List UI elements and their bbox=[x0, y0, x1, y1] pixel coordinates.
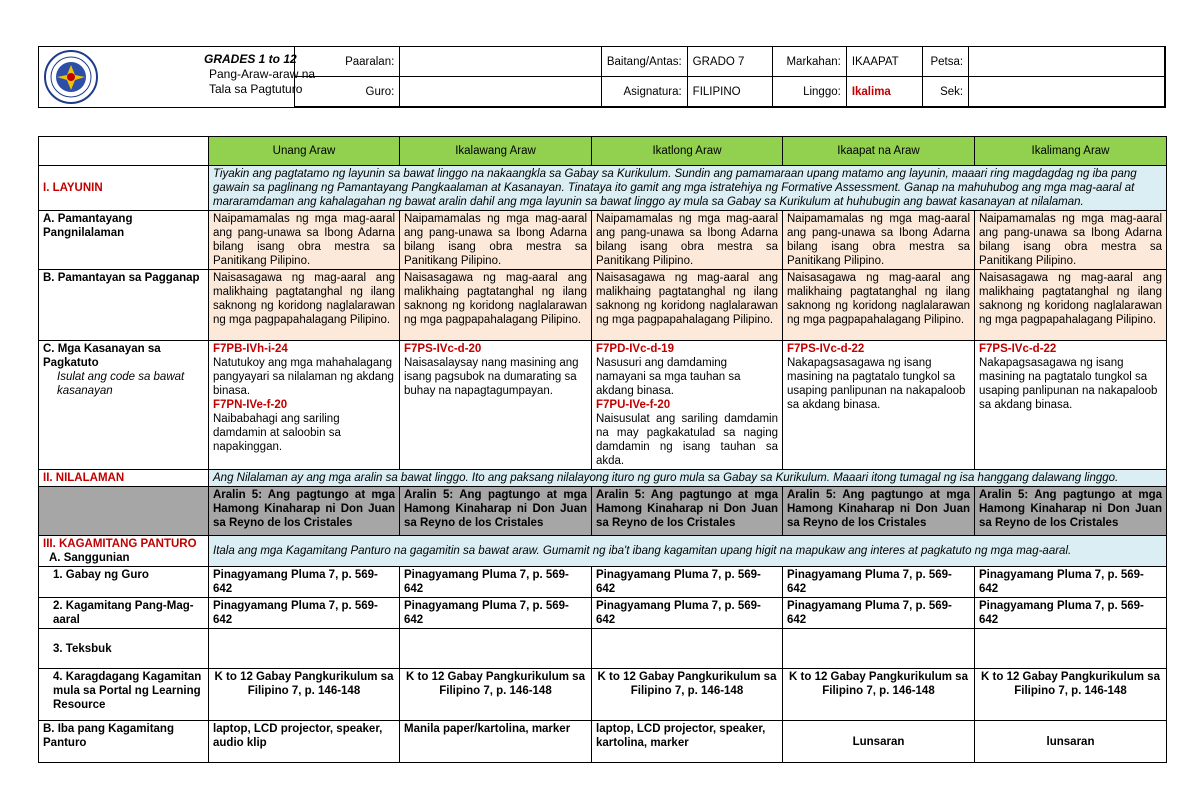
asignatura-value: FILIPINO bbox=[687, 77, 773, 107]
grades-label: GRADES 1 to 12 bbox=[204, 52, 297, 66]
markahan-label: Markahan: bbox=[773, 47, 846, 77]
kasanayan-row bbox=[39, 341, 1167, 470]
kasanayan-cell bbox=[209, 341, 400, 470]
layunin-instructions: Tiyakin ang pagtatamo ng layunin sa bawat linggo na nakaangkla sa Gabay sa Kurikulum. Sundin ang pamamaraan upang matamo ang layunin, maaari ring magdagdag ng iba pang gawain sa paglinang ng Pamantayang Pangkaalaman at Kasanayan. Tinataya ito gamit ang mga istratehiya ng Formative Assessment. Ganap na mahuhubog ang mga mag-aaral at mararamdaman ang kahalagahan ng bawat aralin dahil ang mga layunin sa bawat linggo ay mula sa Gabay sa Kurikulum at huhubugin ang bawat kasanayan at nilalaman. bbox=[209, 166, 1167, 211]
gabay-cell: Pinagyamang Pluma 7, p. 569-642 bbox=[592, 567, 783, 598]
pangnilalaman-row bbox=[39, 211, 1167, 270]
kasanayan-cell bbox=[592, 341, 783, 470]
header-box bbox=[38, 46, 1166, 108]
gabay-cell: Pinagyamang Pluma 7, p. 569-642 bbox=[209, 567, 400, 598]
kagamitang-mag-aaral-cell: Pinagyamang Pluma 7, p. 569-642 bbox=[592, 598, 783, 629]
competency-code: F7PD-IVc-d-19 bbox=[596, 343, 674, 355]
pangnilalaman-cell: Naipamamalas ng mga mag-aaral ang pang-unawa sa Ibong Adarna bilang isang obra mestra sa Panitikang Pilipino. bbox=[592, 211, 783, 270]
teksbuk-label: 3. Teksbuk bbox=[39, 629, 209, 669]
linggo-label: Linggo: bbox=[773, 77, 846, 107]
aralin-cell: Aralin 5: Ang pagtungo at mga Hamong Kinaharap ni Don Juan sa Reyno de los Cristales bbox=[783, 487, 975, 536]
karagdagan-row bbox=[39, 669, 1167, 721]
guro-field[interactable] bbox=[400, 77, 601, 107]
pangnilalaman-cell: Naipamamalas ng mga mag-aaral ang pang-unawa sa Ibong Adarna bilang isang obra mestra sa Panitikang Pilipino. bbox=[209, 211, 400, 270]
layunin-row bbox=[39, 166, 1167, 211]
competency-code: F7PS-IVc-d-22 bbox=[979, 343, 1057, 355]
nilalaman-instructions: Ang Nilalaman ay ang mga aralin sa bawat linggo. Ito ang paksang nilalayong ituro ng guro mula sa Gabay sa Kurikulum. Maaari itong tumagal ng isa hanggang dalawang linggo. bbox=[209, 470, 1167, 487]
kagamitan-row bbox=[39, 536, 1167, 567]
aralin-cell: Aralin 5: Ang pagtungo at mga Hamong Kinaharap ni Don Juan sa Reyno de los Cristales bbox=[592, 487, 783, 536]
layunin-label: I. LAYUNIN bbox=[39, 166, 209, 211]
karagdagan-cell: K to 12 Gabay Pangkurikulum sa Filipino 7, p. 146-148 bbox=[209, 669, 400, 721]
pagganap-cell: Naisasagawa ng mag-aaral ang malikhaing pagtatanghal ng ilang saknong ng koridong naglalarawan ng mga pagpapahalagang Pilipino. bbox=[209, 270, 400, 341]
teksbuk-cell bbox=[209, 629, 400, 669]
kasanayan-cell bbox=[783, 341, 975, 470]
karagdagan-cell: K to 12 Gabay Pangkurikulum sa Filipino 7, p. 146-148 bbox=[783, 669, 975, 721]
kagamitang-mag-aaral-label: 2. Kagamitang Pang-Mag-aaral bbox=[39, 598, 209, 629]
pangnilalaman-cell: Naipamamalas ng mga mag-aaral ang pang-unawa sa Ibong Adarna bilang isang obra mestra sa Panitikang Pilipino. bbox=[975, 211, 1167, 270]
pagganap-label: B. Pamantayan sa Pagganap bbox=[39, 270, 209, 341]
asignatura-label: Asignatura: bbox=[601, 77, 687, 107]
competency-text: Nakapagsasagawa ng isang masining na pagtatalo tungkol sa usaping panlipunan na nakapaloob sa akdang binasa. bbox=[979, 357, 1158, 411]
gabay-row bbox=[39, 567, 1167, 598]
competency-code: F7PS-IVc-d-22 bbox=[787, 343, 865, 355]
competency-code: F7PS-IVc-d-20 bbox=[404, 343, 482, 355]
iba-pang-kagamitan-row bbox=[39, 721, 1167, 763]
competency-text: Nasusuri ang damdaming namayani sa mga tauhan sa akdang binasa. bbox=[596, 357, 741, 397]
pangnilalaman-label: A. Pamantayang Pangnilalaman bbox=[39, 211, 209, 270]
nilalaman-label: II. NILALAMAN bbox=[39, 470, 209, 487]
aralin-cell: Aralin 5: Ang pagtungo at mga Hamong Kinaharap ni Don Juan sa Reyno de los Cristales bbox=[209, 487, 400, 536]
pagganap-cell: Naisasagawa ng mag-aaral ang malikhaing pagtatanghal ng ilang saknong ng koridong naglalarawan ng mga pagpapahalagang Pilipino. bbox=[975, 270, 1167, 341]
sek-field[interactable] bbox=[969, 77, 1165, 107]
karagdagan-cell: K to 12 Gabay Pangkurikulum sa Filipino 7, p. 146-148 bbox=[592, 669, 783, 721]
guro-label: Guro: bbox=[295, 77, 400, 107]
gabay-label: 1. Gabay ng Guro bbox=[39, 567, 209, 598]
pangnilalaman-cell: Naipamamalas ng mga mag-aaral ang pang-unawa sa Ibong Adarna bilang isang obra mestra sa Panitikang Pilipino. bbox=[400, 211, 592, 270]
competency-code: F7PU-IVe-f-20 bbox=[596, 399, 671, 411]
competency-text: Naisasalaysay nang masining ang isang pagsubok na dumarating sa buhay na napagtagumpayan. bbox=[404, 357, 579, 397]
kagamitang-mag-aaral-cell: Pinagyamang Pluma 7, p. 569-642 bbox=[783, 598, 975, 629]
baitang-label: Baitang/Antas: bbox=[601, 47, 687, 77]
linggo-value: Ikalima bbox=[846, 77, 922, 107]
karagdagan-cell: K to 12 Gabay Pangkurikulum sa Filipino 7, p. 146-148 bbox=[975, 669, 1167, 721]
day-header: Ikalimang Araw bbox=[975, 137, 1167, 166]
nilalaman-row bbox=[39, 470, 1167, 487]
corner-cell bbox=[39, 137, 209, 166]
kagamitang-mag-aaral-cell: Pinagyamang Pluma 7, p. 569-642 bbox=[209, 598, 400, 629]
paaralan-field[interactable] bbox=[400, 47, 601, 77]
days-header-row bbox=[39, 137, 1167, 166]
teksbuk-cell bbox=[592, 629, 783, 669]
gabay-cell: Pinagyamang Pluma 7, p. 569-642 bbox=[783, 567, 975, 598]
title-line-2: Tala sa Pagtuturo bbox=[209, 82, 303, 96]
competency-text: Naibabahagi ang sariling damdamin at saloobin sa napakinggan. bbox=[213, 413, 341, 453]
competency-text: Nakapagsasagawa ng isang masining na pagtatalo tungkol sa usaping panlipunan na nakapaloob sa akdang binasa. bbox=[787, 357, 966, 411]
pagganap-cell: Naisasagawa ng mag-aaral ang malikhaing pagtatanghal ng ilang saknong ng koridong naglalarawan ng mga pagpapahalagang Pilipino. bbox=[783, 270, 975, 341]
karagdagan-label: 4. Karagdagang Kagamitan mula sa Portal ng Learning Resource bbox=[39, 669, 209, 721]
competency-text: Natutukoy ang mga mahahalagang pangyayari sa nilalaman ng akdang binasa. bbox=[213, 357, 394, 397]
gabay-cell: Pinagyamang Pluma 7, p. 569-642 bbox=[975, 567, 1167, 598]
aralin-cell: Aralin 5: Ang pagtungo at mga Hamong Kinaharap ni Don Juan sa Reyno de los Cristales bbox=[975, 487, 1167, 536]
iba-pang-kagamitan-cell: lunsaran bbox=[975, 721, 1167, 763]
petsa-label: Petsa: bbox=[923, 47, 969, 77]
karagdagan-cell: K to 12 Gabay Pangkurikulum sa Filipino 7, p. 146-148 bbox=[400, 669, 592, 721]
day-header: Ikatlong Araw bbox=[592, 137, 783, 166]
iba-pang-kagamitan-cell: Lunsaran bbox=[783, 721, 975, 763]
pagganap-row bbox=[39, 270, 1167, 341]
pagganap-cell: Naisasagawa ng mag-aaral ang malikhaing pagtatanghal ng ilang saknong ng koridong naglalarawan ng mga pagpapahalagang Pilipino. bbox=[592, 270, 783, 341]
competency-text: Naisusulat ang sariling damdamin na may pagkakatulad sa naging damdamin ng isang tauhan sa akda. bbox=[596, 413, 778, 467]
kasanayan-label-cell bbox=[39, 341, 209, 470]
kasanayan-sublabel: Isulat ang code sa bawat kasanayan bbox=[57, 371, 185, 397]
gabay-cell: Pinagyamang Pluma 7, p. 569-642 bbox=[400, 567, 592, 598]
lesson-plan-table bbox=[38, 136, 1167, 763]
aralin-cell: Aralin 5: Ang pagtungo at mga Hamong Kinaharap ni Don Juan sa Reyno de los Cristales bbox=[400, 487, 592, 536]
kagamitang-mag-aaral-cell: Pinagyamang Pluma 7, p. 569-642 bbox=[975, 598, 1167, 629]
deped-seal-icon bbox=[41, 49, 101, 105]
kagamitan-instructions: Itala ang mga Kagamitang Panturo na gagamitin sa bawat araw. Gumamit ng iba't ibang kagamitan upang higit na mapukaw ang interes at pagkatuto ng mga mag-aaral. bbox=[209, 536, 1167, 567]
kasanayan-cell bbox=[975, 341, 1167, 470]
competency-code: F7PN-IVe-f-20 bbox=[213, 399, 288, 411]
pangnilalaman-cell: Naipamamalas ng mga mag-aaral ang pang-unawa sa Ibong Adarna bilang isang obra mestra sa Panitikang Pilipino. bbox=[783, 211, 975, 270]
kasanayan-cell bbox=[400, 341, 592, 470]
aralin-row bbox=[39, 487, 1167, 536]
kagamitan-label-cell bbox=[39, 536, 209, 567]
kasanayan-label: C. Mga Kasanayan sa Pagkatuto bbox=[43, 343, 161, 369]
day-header: Ikaapat na Araw bbox=[783, 137, 975, 166]
iba-pang-kagamitan-cell: laptop, LCD projector, speaker, audio klip bbox=[209, 721, 400, 763]
iba-pang-kagamitan-cell: laptop, LCD projector, speaker, kartolina, marker bbox=[592, 721, 783, 763]
kagamitang-mag-aaral-row bbox=[39, 598, 1167, 629]
aralin-label-cell bbox=[39, 487, 209, 536]
kagamitang-mag-aaral-cell: Pinagyamang Pluma 7, p. 569-642 bbox=[400, 598, 592, 629]
iba-pang-kagamitan-cell: Manila paper/kartolina, marker bbox=[400, 721, 592, 763]
teksbuk-cell bbox=[783, 629, 975, 669]
teksbuk-cell bbox=[975, 629, 1167, 669]
kagamitan-label: III. KAGAMITANG PANTURO bbox=[43, 538, 197, 550]
teksbuk-cell bbox=[400, 629, 592, 669]
teksbuk-row bbox=[39, 629, 1167, 669]
petsa-field[interactable] bbox=[969, 47, 1165, 77]
title-line-1: Pang-Araw-araw na bbox=[209, 67, 316, 81]
sanggunian-label: A. Sanggunian bbox=[49, 552, 130, 564]
markahan-value: IKAAPAT bbox=[846, 47, 922, 77]
baitang-value: GRADO 7 bbox=[687, 47, 773, 77]
day-header: Unang Araw bbox=[209, 137, 400, 166]
paaralan-label: Paaralan: bbox=[295, 47, 400, 77]
header-info-grid bbox=[294, 46, 1165, 107]
competency-code: F7PB-IVh-i-24 bbox=[213, 343, 288, 355]
day-header: Ikalawang Araw bbox=[400, 137, 592, 166]
iba-pang-kagamitan-label: B. Iba pang Kagamitang Panturo bbox=[39, 721, 209, 763]
sek-label: Sek: bbox=[923, 77, 969, 107]
pagganap-cell: Naisasagawa ng mag-aaral ang malikhaing pagtatanghal ng ilang saknong ng koridong naglalarawan ng mga pagpapahalagang Pilipino. bbox=[400, 270, 592, 341]
